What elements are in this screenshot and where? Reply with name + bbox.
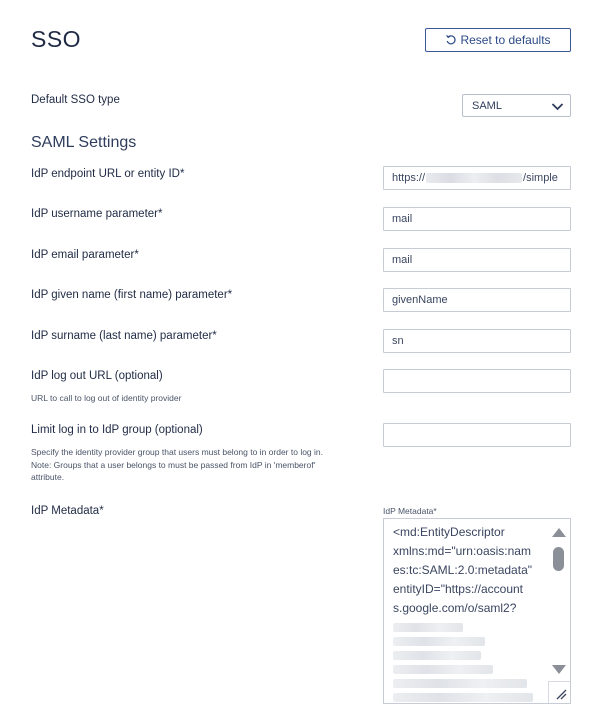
metadata-line: es:tc:SAML:2.0:metadata" (393, 563, 532, 577)
metadata-content (393, 523, 541, 704)
idp-endpoint-input[interactable] (383, 166, 571, 190)
redacted-text (393, 637, 485, 646)
idp-given-name-input[interactable]: givenName (383, 288, 571, 312)
reset-icon (445, 34, 457, 46)
default-sso-type-select[interactable] (462, 94, 571, 117)
scroll-up-arrow-icon[interactable] (551, 525, 567, 537)
idp-group-input[interactable] (383, 423, 571, 447)
redacted-text (393, 693, 533, 702)
idp-group-help (31, 446, 323, 484)
idp-metadata-textarea[interactable] (383, 518, 571, 704)
redacted-text (426, 173, 522, 183)
endpoint-value-suffix: /simple (523, 172, 558, 184)
chevron-down-icon (551, 100, 564, 113)
idp-group-help-line-1: Specify the identity provider group that users must belong to in order to log in. (31, 447, 323, 457)
idp-surname-label: IdP surname (last name) parameter* (31, 330, 217, 342)
idp-logout-url-help: URL to call to log out of identity provider (31, 393, 182, 403)
metadata-line: s.google.com/o/saml2? (393, 601, 517, 615)
endpoint-value-prefix: https:// (392, 172, 426, 184)
idp-username-input[interactable]: mail (383, 207, 571, 231)
idp-group-help-line-3: attribute. (31, 472, 65, 482)
reset-to-defaults-button[interactable] (425, 28, 571, 52)
metadata-line: xmlns:md="urn:oasis:nam (393, 544, 531, 558)
idp-username-label: IdP username parameter* (31, 208, 163, 220)
metadata-line: <md:EntityDescriptor (393, 525, 505, 539)
default-sso-type-label: Default SSO type (31, 94, 120, 106)
idp-logout-url-label: IdP log out URL (optional) (31, 370, 163, 382)
idp-group-label: Limit log in to IdP group (optional) (31, 424, 203, 436)
idp-metadata-label: IdP Metadata* (31, 505, 104, 517)
idp-email-input[interactable]: mail (383, 248, 571, 272)
idp-endpoint-label: IdP endpoint URL or entity ID* (31, 168, 185, 180)
select-value: SAML (472, 99, 502, 112)
idp-logout-url-input[interactable] (383, 369, 571, 393)
resize-handle-icon[interactable] (548, 681, 570, 703)
scroll-down-arrow-icon[interactable] (551, 663, 567, 675)
reset-button-label: Reset to defaults (460, 33, 551, 47)
idp-given-name-label: IdP given name (first name) parameter* (31, 289, 233, 301)
page-title: SSO (31, 26, 82, 52)
idp-group-help-line-2: Note: Groups that a user belongs to must be passed from IdP in 'memberof' (31, 459, 316, 470)
redacted-text (393, 665, 493, 674)
redacted-text (393, 679, 527, 688)
metadata-line: entityID="https://account (393, 582, 523, 596)
saml-settings-heading: SAML Settings (31, 134, 137, 151)
idp-surname-input[interactable]: sn (383, 329, 571, 353)
idp-email-label: IdP email parameter* (31, 249, 139, 261)
redacted-text (393, 623, 463, 632)
scrollbar-thumb[interactable] (553, 547, 564, 571)
idp-metadata-field-label: IdP Metadata* (383, 506, 437, 516)
redacted-text (393, 651, 481, 660)
